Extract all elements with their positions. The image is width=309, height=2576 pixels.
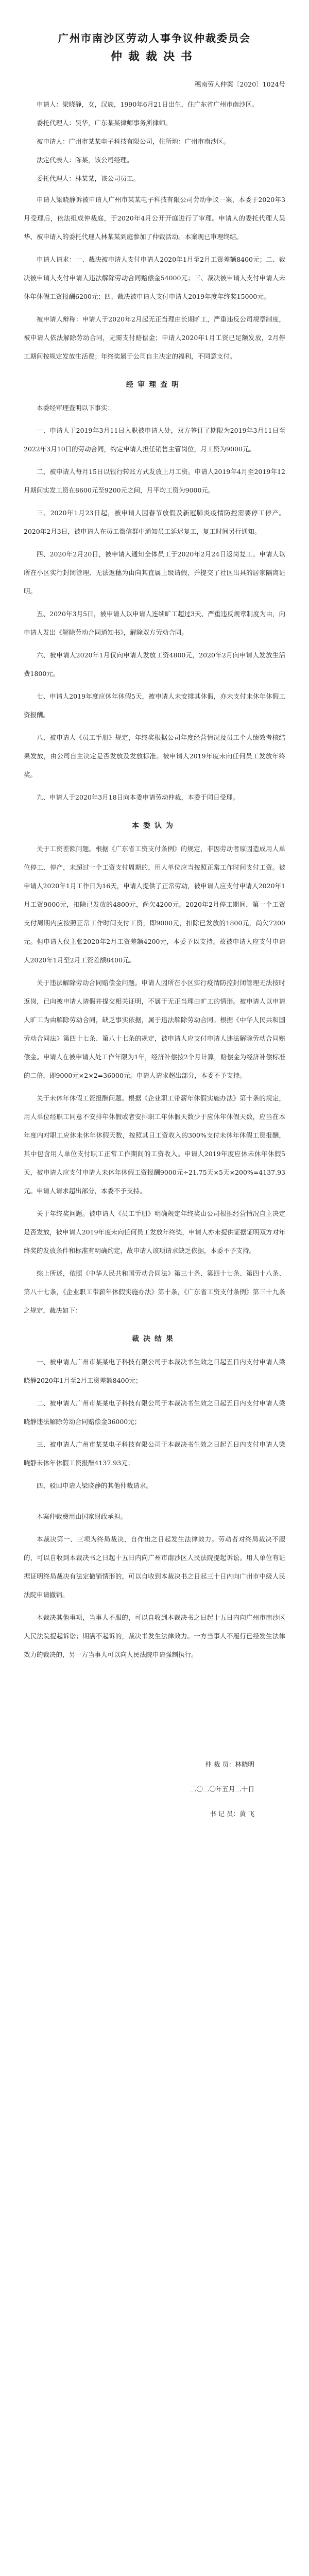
opinion-year-end-bonus: 关于年终奖问题。被申请人《员工手册》明确规定年终奖由公司根据经营情况自主决定是否发放，被申请人2019年度未向任何员工发放年终奖，申请人亦未提供证据证明双方对年终奖的发放条件和标准有明确约定，故申请人该项请求缺乏依据，本委不予支持。	[24, 1210, 285, 1255]
party-applicant: 申请人：梁晓静，女，汉族，1990年6月21日出生，住广东省广州市南沙区。	[37, 100, 259, 108]
opinion-heading: 本委认为	[132, 822, 177, 830]
facts-heading: 经审理查明	[126, 381, 183, 389]
award-date: 二〇二〇年五月二十日	[190, 1785, 254, 1793]
ruling-item: 二、被申请人广州市某某电子科技有限公司于本裁决书生效之日起五日内支付申请人梁晓静违法解除劳动合同赔偿金36000元；	[24, 1399, 285, 1426]
fact-item: 九、申请人于2020年3月18日向本委申请劳动仲裁，本委于同日受理。	[37, 793, 239, 801]
fact-item: 二、被申请人每月15日以银行转账方式发放上月工资。申请人2019年4月至2019年12月期间实发工资在8600元至9200元之间，月平均工资为9000元。	[24, 468, 285, 494]
opinion-annual-leave: 关于未休年休假工资报酬问题。根据《企业职工带薪年休假实施办法》第十条的规定，用人单位经职工同意不安排年休假或者安排职工年休假天数少于应休年休假天数，应当在本年度内对职工应休未休年休假天数，按照其日工资收入的300%支付未休年休假工资报酬，其中包含用人单位支付职工正常工作期间的工资收入。申请人2019年度应休未休年休假5天，被申请人应支付申请人未休年休假工资报酬9000元÷21.75天×5天×200%=4137.93元。申请人请求超出部分，本委不予支持。	[24, 1094, 285, 1195]
parties-section	[24, 98, 285, 185]
notice-final-award: 本裁决第一、三项为终局裁决，自作出之日起发生法律效力。劳动者对终局裁决不服的，可以自收到本裁决书之日起十五日内向广州市南沙区人民法院提起诉讼。用人单位有证据证明终局裁决有法定撤销情形的，可以自收到本裁决书之日起三十日内向广州市中级人民法院申请撤销。	[24, 1535, 285, 1599]
party-applicant-agent: 委托代理人：吴华，广东某某律师事务所律师。	[37, 119, 172, 127]
signature-block	[24, 1757, 285, 1822]
fact-item: 四、2020年2月20日，被申请人通知全体员工于2020年2月24日返岗复工。申请人以所在小区实行封闭管理、无法返穗为由向其直属上级请假，并提交了社区出具的居家隔离证明。	[24, 550, 285, 595]
fact-item: 五、2020年3月5日，被申请人以申请人连续旷工超过3天、严重违反规章制度为由，向申请人发出《解除劳动合同通知书》，解除双方劳动合同。	[24, 610, 285, 636]
opinion-wage-difference: 关于工资差额问题。根据《广东省工资支付条例》的规定，非因劳动者原因造成用人单位停工、停产，未超过一个工资支付周期的，用人单位应当按照正常工作时间支付工资。被申请人2020年1月工作日为16天，申请人提供了正常劳动，被申请人应支付申请人2020年1月工资9000元，扣除已发放的4800元，尚欠4200元。2020年2月停工期间，第一个工资支付周期内应按照正常工作时间支付工资，即9000元，扣除已发放的1800元，尚欠7200元。但申请人仅主张2020年2月工资差额4200元，本委予以支持。故被申请人应支付申请人2020年1月至2月工资差额8400元。	[24, 845, 285, 964]
fact-item: 八、被申请人《员工手册》规定，年终奖根据公司年度经营情况及员工个人绩效考核结果发放，由公司自主决定是否发放及发放标准。被申请人2019年度未向任何员工发放年终奖。	[24, 734, 285, 778]
document-title: 仲裁裁决书	[110, 50, 198, 63]
issuing-organization: 广州市南沙区劳动人事争议仲裁委员会	[58, 32, 251, 44]
case-intro: 申请人梁晓静诉被申请人广州市某某电子科技有限公司劳动争议一案，本委于2020年3月受理后，依法组成仲裁庭，于2020年4月公开开庭进行了审理。申请人的委托代理人吴华、被申请人的委托代理人林某某到庭参加了仲裁活动。本案现已审理终结。	[24, 196, 285, 241]
notice-litigation: 本裁决其他事项，当事人不服的，可以自收到本裁决书之日起十五日内向广州市南沙区人民法院提起诉讼；期满不起诉的，裁决书发生法律效力。一方当事人不履行已经发生法律效力的裁决的，另一方当事人可以向人民法院申请强制执行。	[24, 1614, 285, 1658]
clerk-signature: 书 记 员：黄 飞	[210, 1810, 254, 1818]
fact-item: 三、2020年1月23日起，被申请人因春节放假及新冠肺炎疫情防控需要停工停产。2020年2月3日，被申请人在员工微信群中通知员工延迟复工，复工时间另行通知。	[24, 509, 285, 535]
opinion-compensation: 关于违法解除劳动合同赔偿金问题。申请人因所在小区实行疫情防控封闭管理无法按时返岗，已向被申请人请假并提交相关证明，不属于无正当理由旷工的情形。被申请人以申请人旷工为由解除劳动合同，缺乏事实依据，属于违法解除劳动合同。根据《中华人民共和国劳动合同法》第四十七条、第八十七条的规定，被申请人应支付申请人违法解除劳动合同赔偿金。申请人在被申请人处工作年限为1年，经济补偿按2个月计算，赔偿金为经济补偿标准的二倍，即9000元×2×2=36000元。申请人请求超出部分，本委不予支持。	[24, 979, 285, 1079]
respondent-defense: 被申请人辩称：申请人于2020年2月起无正当理由长期旷工，严重违反公司规章制度，被申请人依法解除劳动合同，无需支付赔偿金；申请人2020年1月工资已足额发放，2月停工期间按规定发放生活费；年终奖属于公司自主决定的福利，不同意支付。	[24, 315, 285, 360]
legal-basis: 综上所述，依照《中华人民共和国劳动合同法》第三十条、第四十七条、第四十八条、第八十七条，《企业职工带薪年休假实施办法》第十条，《广东省工资支付条例》第三十九条之规定，裁决如下：	[24, 1269, 285, 1314]
case-number: 穗南劳人仲案〔2020〕1024号	[194, 80, 285, 88]
notice-fees: 本案仲裁费用由国家财政承担。	[37, 1513, 127, 1520]
facts-intro: 本委经审理查明以下事实：	[37, 404, 114, 412]
party-legal-representative: 法定代表人：陈某，该公司经理。	[37, 156, 133, 164]
fact-item: 七、申请人2019年度应休年休假5天，被申请人未安排其休假，亦未支付未休年休假工资报酬。	[24, 692, 285, 719]
ruling-item: 四、驳回申请人梁晓静的其他仲裁请求。	[37, 1482, 153, 1489]
applicant-claims: 申请人请求：一、裁决被申请人支付申请人2020年1月至2月工资差额8400元；二、裁决被申请人支付申请人违法解除劳动合同赔偿金54000元；三、裁决被申请人支付申请人未休年休假工资报酬6200元；四、裁决被申请人支付申请人2019年度年终奖15000元。	[24, 256, 285, 300]
party-respondent: 被申请人：广州市某某电子科技有限公司，住所地：广州市南沙区。	[37, 138, 230, 145]
fact-item: 六、被申请人2020年1月仅向申请人发放工资4800元，2020年2月向申请人发放生活费1800元。	[24, 651, 285, 677]
fact-item: 一、申请人于2019年3月11日入职被申请人处，双方签订了期限为2019年3月11日至2022年3月10日的劳动合同，约定申请人担任销售主管岗位，月工资为9000元。	[24, 427, 285, 453]
ruling-item: 三、被申请人广州市某某电子科技有限公司于本裁决书生效之日起五日内支付申请人梁晓静未休年休假工资报酬4137.93元；	[24, 1440, 285, 1467]
ruling-item: 一、被申请人广州市某某电子科技有限公司于本裁决书生效之日起五日内支付申请人梁晓静2020年1月至2月工资差额8400元；	[24, 1358, 285, 1384]
ruling-heading: 裁决结果	[132, 1335, 177, 1343]
arbitrator-signature: 仲 裁 员：林晓明	[205, 1760, 254, 1768]
party-respondent-agent: 委托代理人：林某某，该公司员工。	[37, 175, 140, 182]
